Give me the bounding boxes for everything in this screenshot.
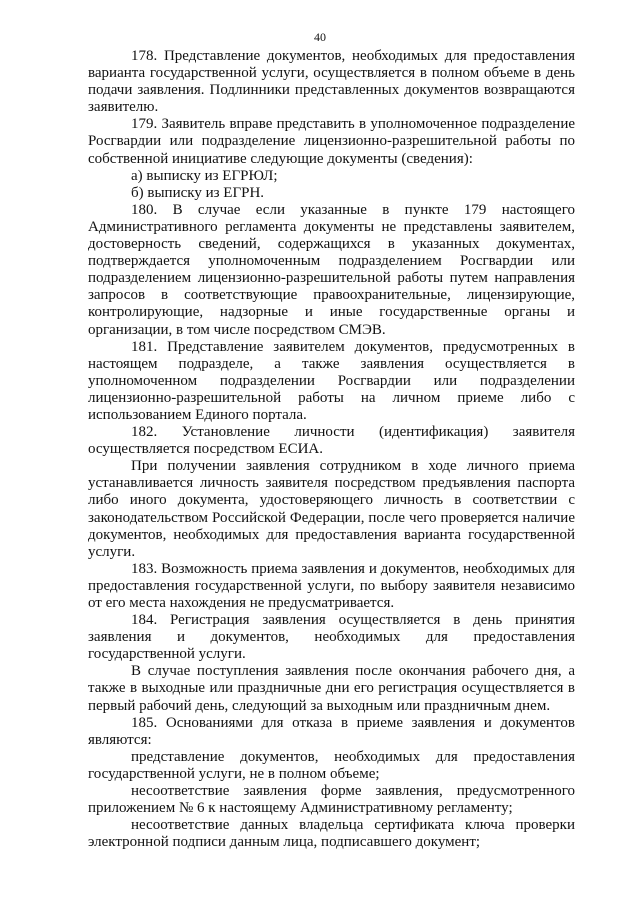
list-item-b: б) выписку из ЕГРН. — [131, 184, 265, 201]
refusal-ground-1: представление документов, необходимых для предоставления государственной услуги, не в полном объеме; — [88, 748, 575, 782]
paragraph-179: 179. Заявитель вправе представить в уполномоченное подразделение Росгвардии или подразделение лицензионно-разрешительной работы по собственной инициативе следующие документы (сведения): — [88, 116, 575, 167]
paragraph-180: 180. В случае если указанные в пункте 179 настоящего Административного регламента документы не представлены заявителем, достоверность сведений, содержащихся в указанных документах, подтверждается уполномоченным подразделением Росгвардии или подразделением лицензионно-разрешительной работы путем направления запросов в соответствующие правоохранительные, лицензирующие, контролирующие, надзорные и иные государственные органы и организации, в том числе посредством СМЭВ. — [88, 201, 575, 338]
page-number: 40 — [314, 30, 326, 44]
refusal-ground-3: несоответствие данных владельца сертификата ключа проверки электронной подписи данным лица, подписавшего документ; — [88, 817, 575, 851]
paragraph-personal-reception: При получении заявления сотрудником в ходе личного приема устанавливается личность заявителя посредством предъявления паспорта либо иного документа, удостоверяющего личность в соответствии с законодательством Российской Федерации, после чего проверяется наличие документов, необходимых для предоставления варианта государственной услуги. — [88, 458, 575, 560]
list-item-a: а) выписку из ЕГРЮЛ; — [131, 167, 278, 184]
paragraph-181: 181. Представление заявителем документов, предусмотренных в настоящем подразделе, а также заявления осуществляется в уполномоченном подразделении Росгвардии или подразделении лицензионно-разрешительной работы на личном приеме либо с использованием Единого портала. — [88, 338, 575, 423]
document-body — [88, 48, 575, 851]
refusal-ground-2: несоответствие заявления форме заявления, предусмотренного приложением № 6 к настоящему Административному регламенту; — [88, 783, 575, 817]
paragraph-185: 185. Основаниями для отказа в приеме заявления и документов являются: — [88, 714, 575, 748]
paragraph-182: 182. Установление личности (идентификация) заявителя осуществляется посредством ЕСИА. — [88, 424, 575, 458]
paragraph-178: 178. Представление документов, необходимых для предоставления варианта государственной услуги, осуществляется в полном объеме в день подачи заявления. Подлинники представленных документов возвращаются заявителю. — [88, 48, 575, 116]
paragraph-183: 183. Возможность приема заявления и документов, необходимых для предоставления государственной услуги, по выбору заявителя независимо от его места нахождения не предусматривается. — [88, 560, 575, 611]
paragraph-after-hours: В случае поступления заявления после окончания рабочего дня, а также в выходные или праздничные дни его регистрация осуществляется в первый рабочий день, следующий за выходным или праздничным днем. — [88, 663, 575, 714]
paragraph-184: 184. Регистрация заявления осуществляется в день принятия заявления и документов, необходимых для предоставления государственной услуги. — [88, 612, 575, 663]
